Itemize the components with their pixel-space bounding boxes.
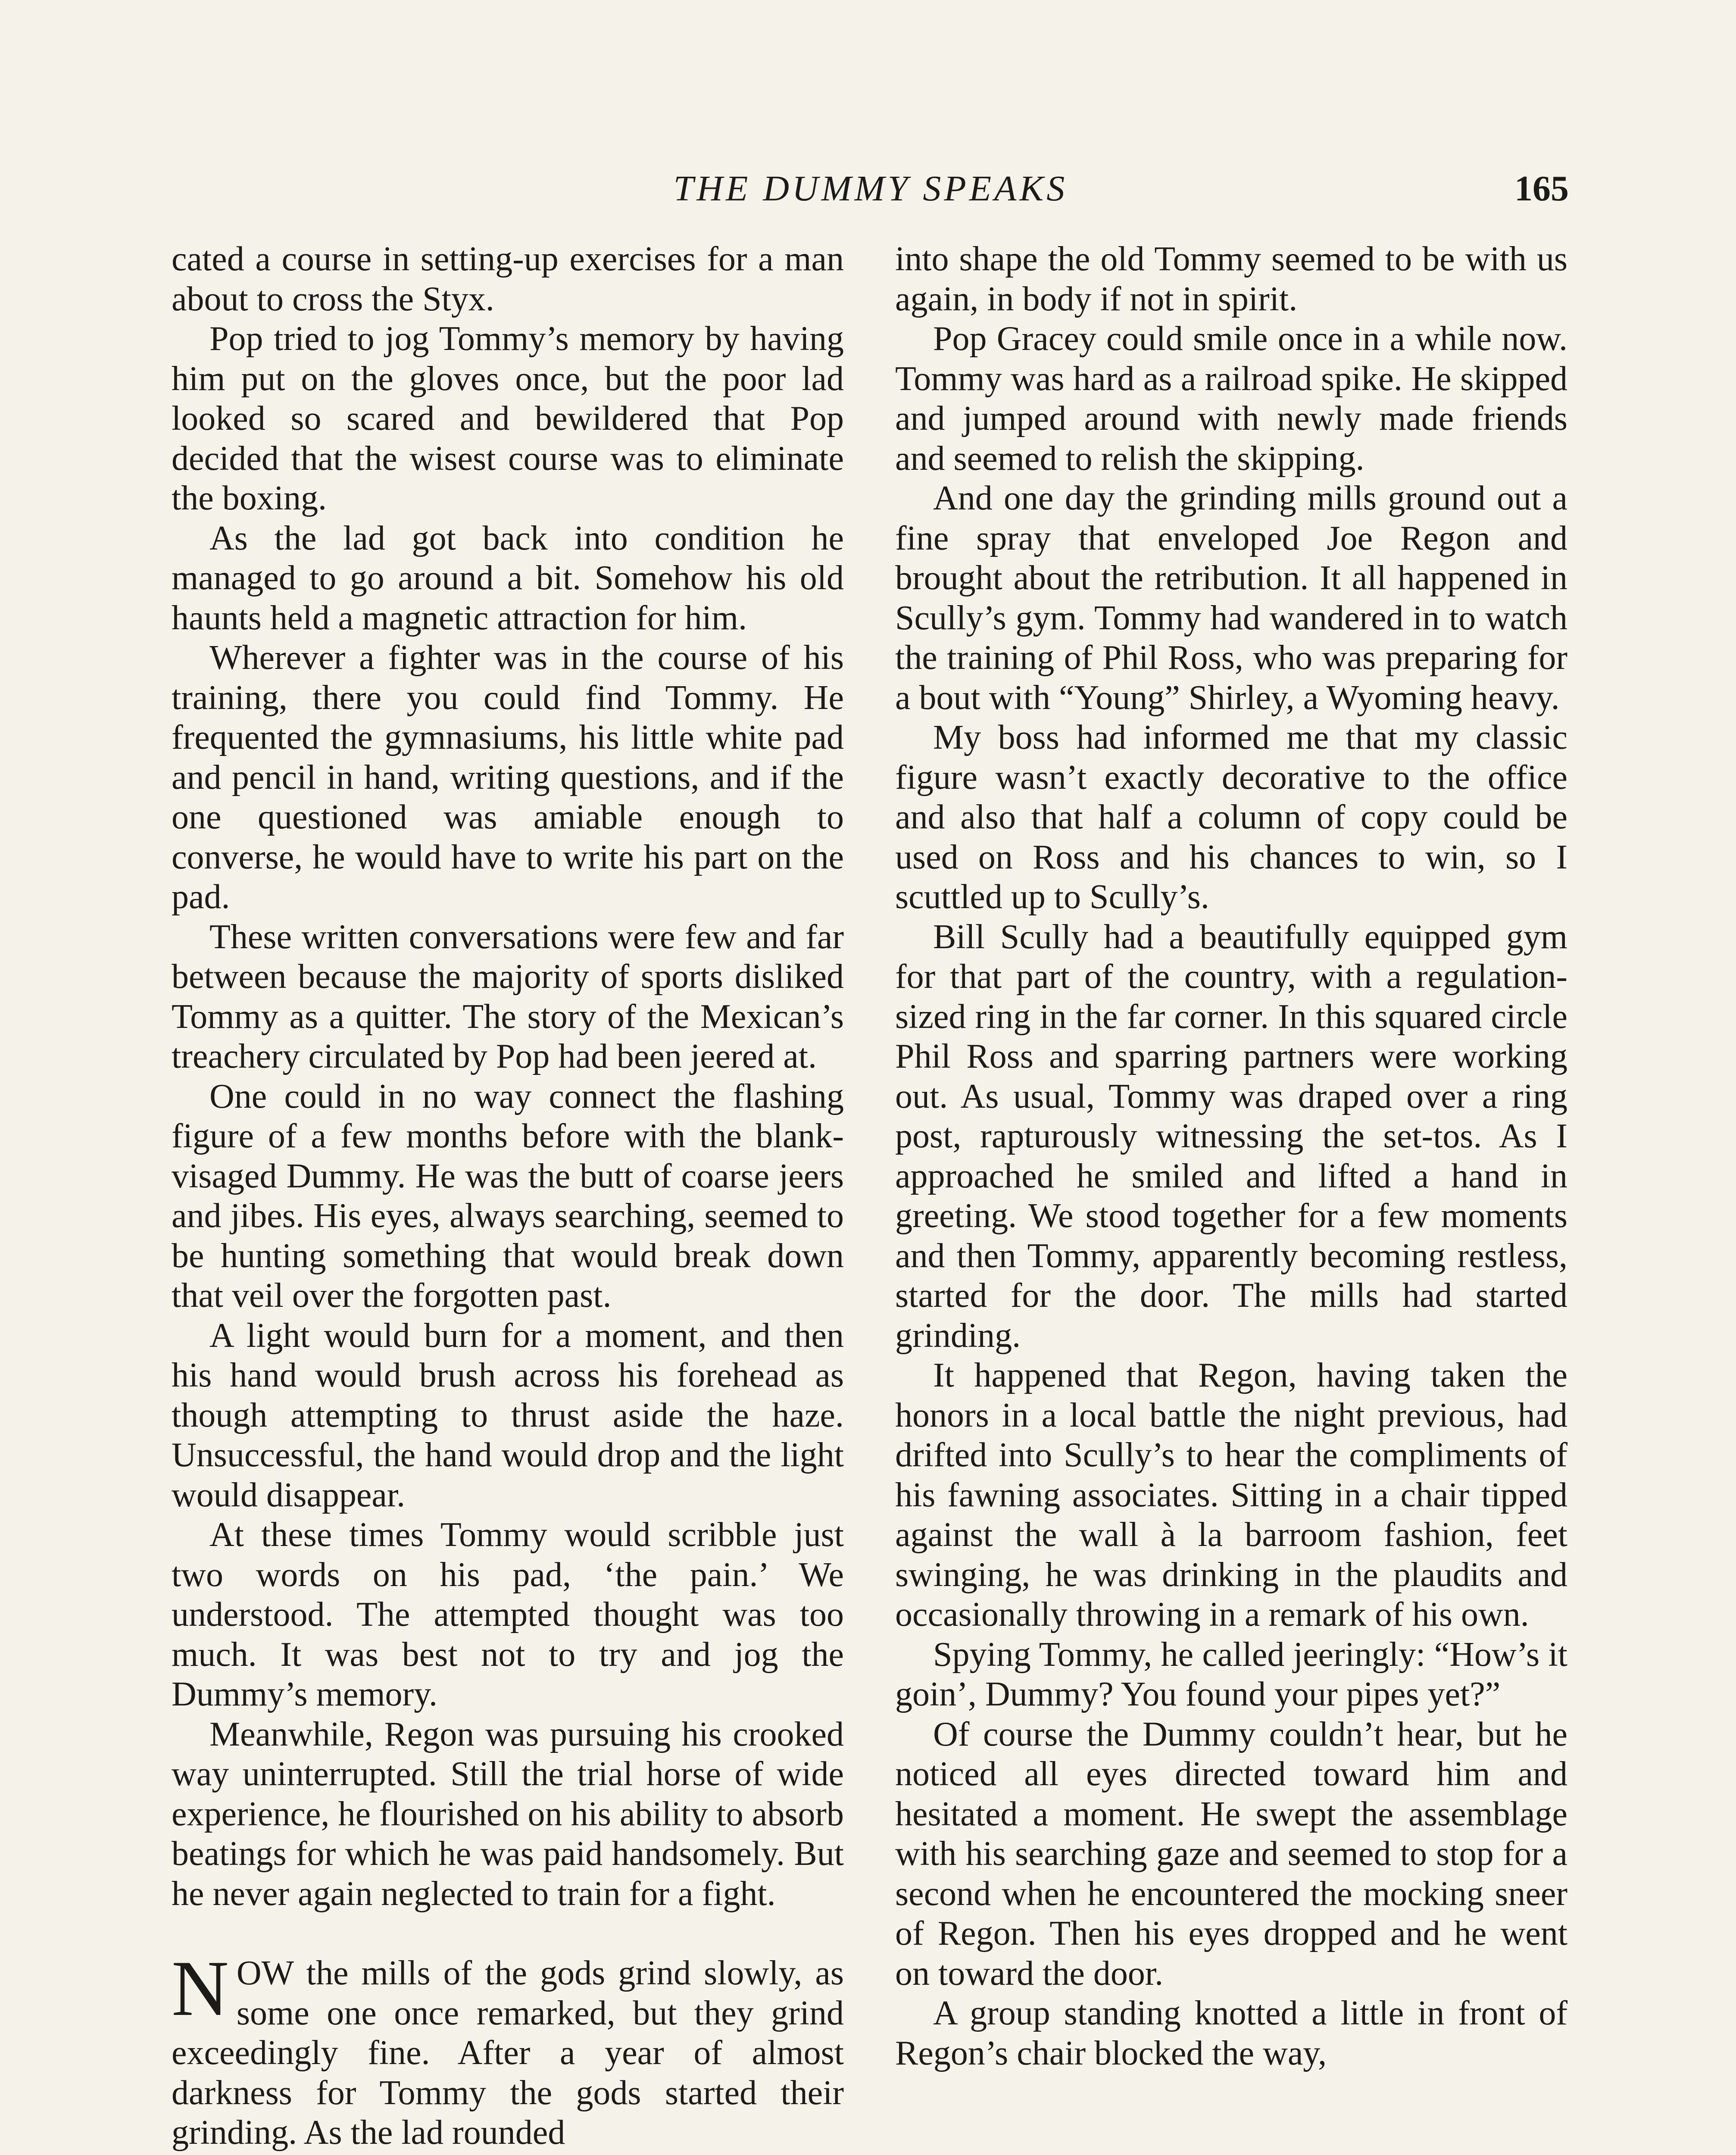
paragraph: Of course the Dummy couldn’t hear, but he noticed all eyes directed toward him and hesitated a moment. He swept the assemblage with his searching gaze and seemed to stop for a second when he encountered the mocking sneer of Regon. Then his eyes dropped and he went on toward the door. [895, 1715, 1567, 1993]
paragraph: My boss had informed me that my classic figure wasn’t exactly decorative to the office and also that half a column of copy could be used on Ross and his chances to win, so I scuttled up to Scully’s. [895, 718, 1567, 916]
paragraph: Spying Tommy, he called jeeringly: “How’s it goin’, Dummy? You found your pipes yet?” [895, 1635, 1567, 1713]
paragraph: A group standing knotted a little in front of Regon’s chair blocked the way, [895, 1994, 1567, 2072]
paragraph: into shape the old Tommy seemed to be with us again, in body if not in spirit. [895, 240, 1567, 318]
right-column [895, 239, 1567, 2073]
paragraph: As the lad got back into condition he managed to go around a bit. Somehow his old haunts held a magnetic attraction for him. [172, 519, 844, 637]
paragraph: cated a course in setting-up exercises for a man about to cross the Styx. [172, 240, 844, 318]
paragraph: And one day the grinding mills ground out a fine spray that enveloped Joe Regon and brought about the retribution. It all happened in Scully’s gym. Tommy had wandered in to watch the training of Phil Ross, who was preparing for a bout with “Young” Shirley, a Wyoming heavy. [895, 479, 1567, 717]
paragraph: Pop Gracey could smile once in a while now. Tommy was hard as a railroad spike. He skipped and jumped around with newly made friends and seemed to relish the skipping. [895, 320, 1567, 478]
paragraph: Meanwhile, Regon was pursuing his crooked way uninterrupted. Still the trial horse of wide experience, he flourished on his ability to absorb beatings for which he was paid handsomely. But he never again neglected to train for a fight. [172, 1715, 844, 1913]
drop-cap: N [172, 1944, 229, 2032]
paragraph: One could in no way connect the flashing figure of a few months before with the blank-visaged Dummy. He was the butt of coarse jeers and jibes. His eyes, always searching, seemed to be hunting something that would break down that veil over the forgotten past. [172, 1077, 844, 1315]
paragraph: A light would burn for a moment, and then his hand would brush across his forehead as though attempting to thrust aside the haze. Unsuccessful, the hand would drop and the light would disappear. [172, 1316, 844, 1514]
paragraph: It happened that Regon, having taken the honors in a local battle the night previous, had drifted into Scully’s to hear the compliments of his fawning associates. Sitting in a chair tipped against the wall à la barroom fashion, feet swinging, he was drinking in the plaudits and occasionally throwing in a remark of his own. [895, 1356, 1567, 1633]
running-title: THE DUMMY SPEAKS [673, 169, 1068, 209]
page-number: 165 [1514, 169, 1569, 209]
paragraph: Pop tried to jog Tommy’s memory by having him put on the gloves once, but the poor lad looked so scared and bewildered that Pop decided that the wisest course was to eliminate the boxing. [172, 320, 844, 517]
paragraph: Wherever a fighter was in the course of his training, there you could find Tommy. He frequented the gymnasiums, his little white pad and pencil in hand, writing questions, and if the one questioned was amiable enough to converse, he would have to write his part on the pad. [172, 639, 844, 916]
paragraph: At these times Tommy would scribble just two words on his pad, ‘the pain.’ We understood. The attempted thought was too much. It was best not to try and jog the Dummy’s memory. [172, 1516, 844, 1713]
section-opening-paragraph [172, 1944, 844, 2153]
page-header [172, 163, 1569, 215]
paragraph: Bill Scully had a beautifully equipped gym for that part of the country, with a regulation-sized ring in the far corner. In this squared circle Phil Ross and sparring partners were working out. As usual, Tommy was draped over a ring post, rapturously witnessing the set-tos. As I approached he smiled and lifted a hand in greeting. We stood together for a few moments and then Tommy, apparently becoming restless, started for the door. The mills had started grinding. [895, 918, 1567, 1355]
section-opening-text: OW the mills of the gods grind slowly, as some one once remarked, but they grind exceedingly fine. After a year of almost darkness for Tommy the gods started their grinding. As the lad rounded [172, 1954, 844, 2152]
paragraph: These written conversations were few and far between because the majority of sports disliked Tommy as a quitter. The story of the Mexican’s treachery circulated by Pop had been jeered at. [172, 918, 844, 1075]
left-column [172, 239, 844, 2153]
